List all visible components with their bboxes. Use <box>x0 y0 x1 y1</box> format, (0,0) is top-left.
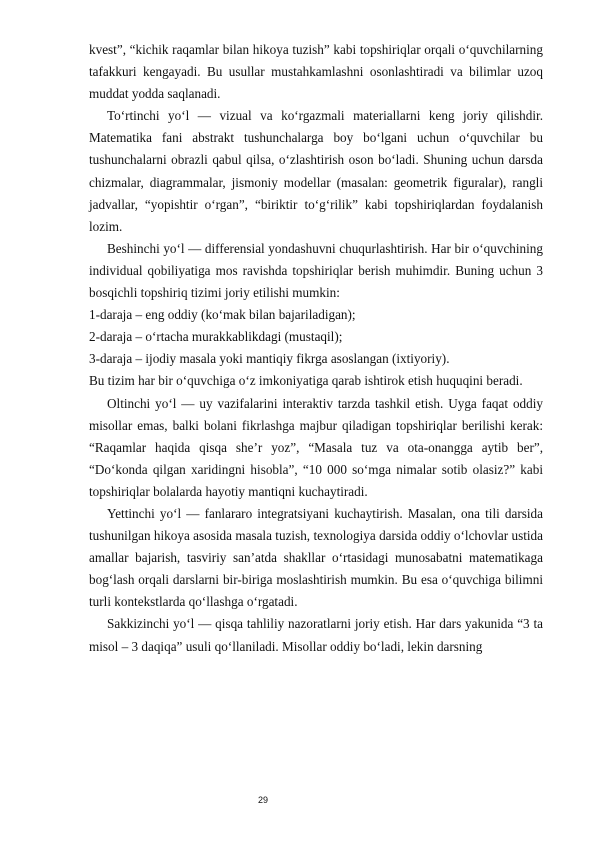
paragraph-fifth-way: Beshinchi yo‘l — differensial yondashuvni chuqurlashtirish. Har bir o‘quvchining individual qobiliyatiga mos ravishda topshiriqlar berish muhimdir. Buning uchun 3 bosqichli topshiriq tizimi joriy etilishi mumkin: <box>89 240 543 301</box>
paragraph-sixth-way: Oltinchi yo‘l — uy vazifalarini interaktiv tarzda tashkil etish. Uyga faqat oddiy misollar emas, balki bolani fikrlashga majbur qiladigan topshiriqlar berilishi kerak: “Raqamlar haqida qisqa she’r yoz”, “Masala tuz va ota-onangga aytib ber”, “Do‘konda qilgan xaridingni hisobla”, “10 000 so‘mga nimalar sotib olasiz?” kabi topshiriqlar bolalarda hayotiy mantiqni kuchaytiradi. <box>89 395 543 499</box>
paragraph-seventh-way: Yettinchi yo‘l — fanlararo integratsiyani kuchaytirish. Masalan, ona tili darsida tushunilgan hikoya asosida masala tuzish, texnologiya darsida oddiy o‘lchovlar ustida amallar bajarish, tasviriy san’atda shakllar o‘rtasidagi munosabatni matematikaga bog‘lash orqali darslarni bir-biriga moslashtirish mumkin. Bu esa o‘quvchiga bilimni turli kontekstlarda qo‘llashga o‘rgatadi. <box>89 505 543 610</box>
paragraph-fourth-way: To‘rtinchi yo‘l — vizual va ko‘rgazmali materiallarni keng joriy qilishdir. Matematika fani abstrakt tushunchalarga boy bo‘lgani uchun o‘quvchilar bu tushunchalarni obrazli qabul qilsa, o‘zlashtirish oson bo‘ladi. Shuning uchun darsda chizmalar, diagrammalar, jismoniy modellar (masalan: geometrik figuralar), rangli jadvallar, “yopishtir o‘rgan”, “biriktir to‘g‘rilik” kabi topshiriqlardan foydalanish lozim. <box>89 108 543 234</box>
list-item-level-3: 3-daraja – ijodiy masala yoki mantiqiy fikrga asoslangan (ixtiyoriy). <box>89 351 450 367</box>
paragraph-eighth-way: Sakkizinchi yo‘l — qisqa tahliliy nazoratlarni joriy etish. Har dars yakunida “3 ta misol – 3 daqiqa” usuli qo‘llaniladi. Misollar oddiy bo‘ladi, lekin darsning <box>89 616 543 654</box>
list-item-level-2: 2-daraja – o‘rtacha murakkablikdagi (mustaqil); <box>89 329 343 345</box>
page-number: 29 <box>258 795 269 805</box>
paragraph-continuation: kvest”, “kichik raqamlar bilan hikoya tuzish” kabi topshiriqlar orqali o‘quvchilarning tafakkuri kengayadi. Bu usullar mustahkamlashni osonlashtiradi va bilimlar uzoq muddat yodda saqlanadi. <box>89 42 543 102</box>
paragraph-system-summary: Bu tizim har bir o‘quvchiga o‘z imkoniyatiga qarab ishtirok etish huquqini beradi. <box>89 373 523 389</box>
list-item-level-1: 1-daraja – eng oddiy (ko‘mak bilan bajariladigan); <box>89 307 356 323</box>
body-text <box>89 39 543 658</box>
